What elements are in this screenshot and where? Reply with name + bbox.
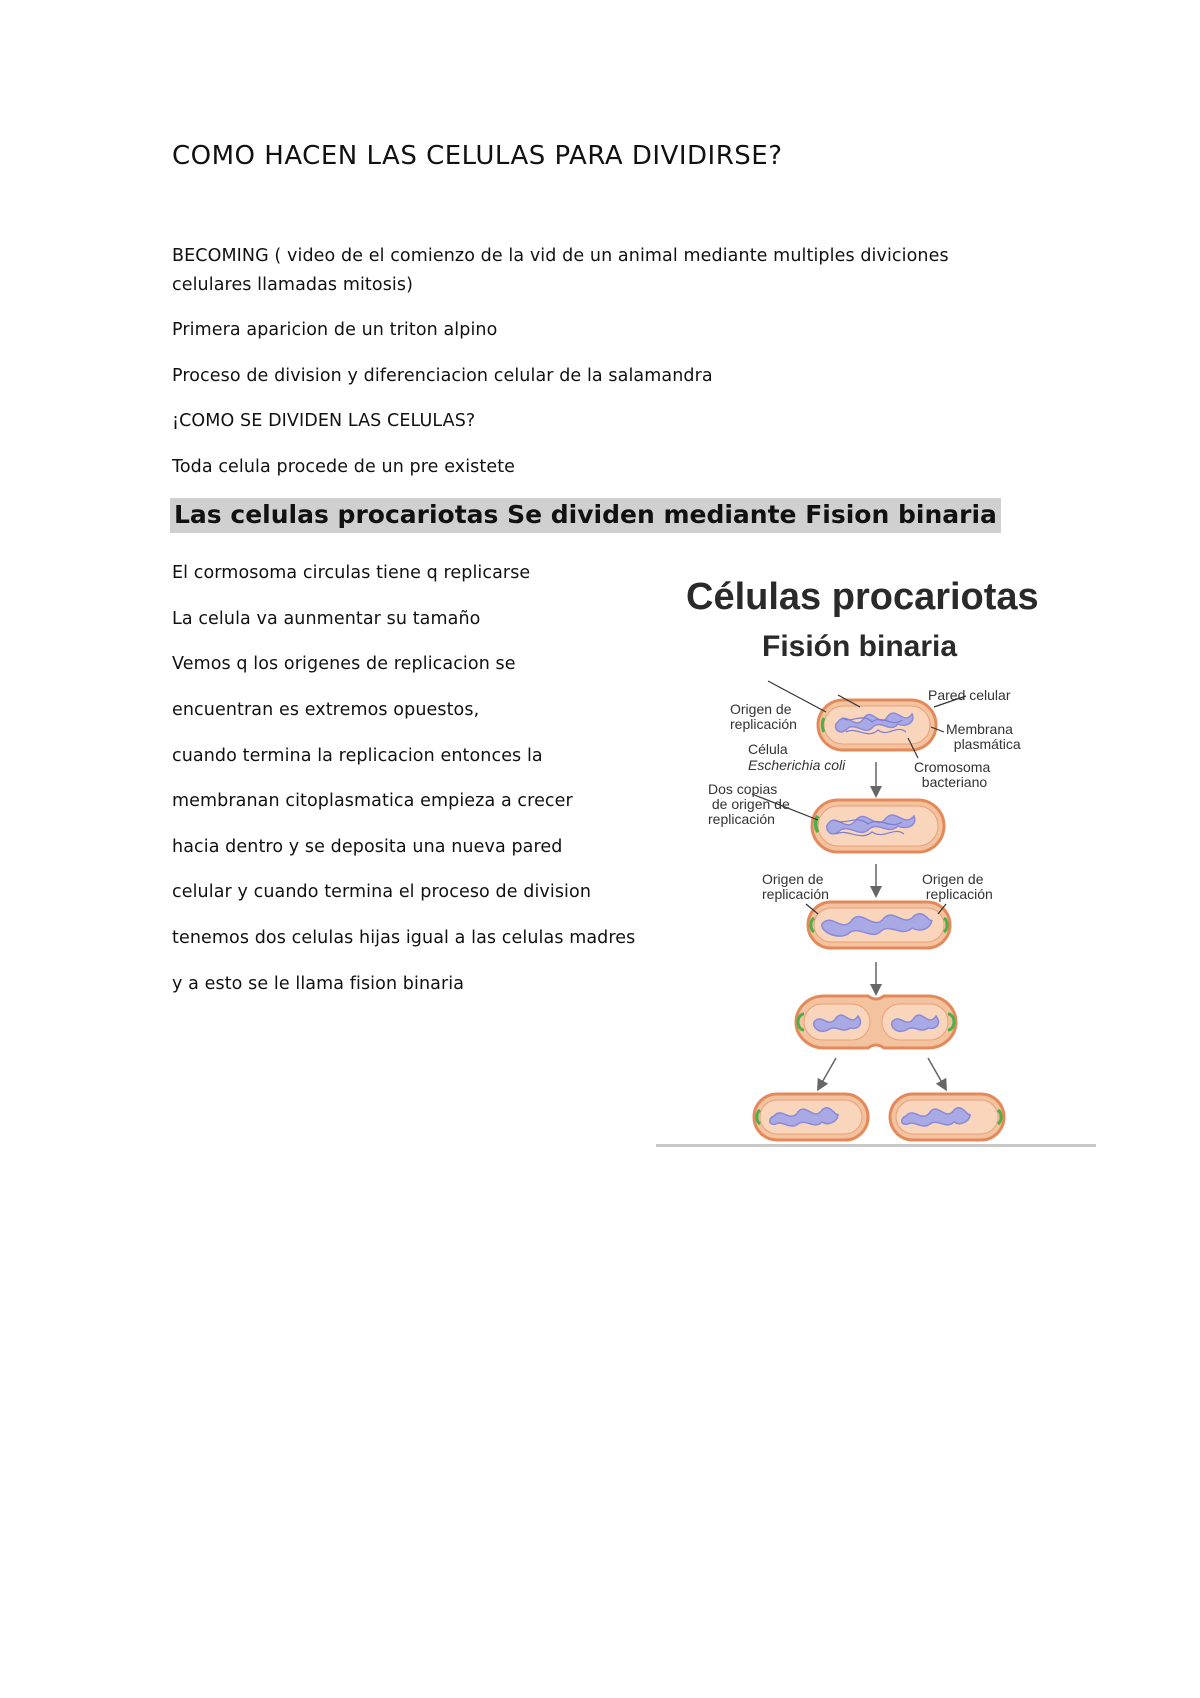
- intro-line-2: celulares llamadas mitosis): [172, 275, 414, 295]
- body-line: cuando termina la replicacion entonces la: [172, 746, 543, 766]
- paragraph: Toda celula procede de un pre existete: [172, 457, 516, 477]
- figure-bottom-rule: [656, 1144, 1096, 1147]
- label-origen-replicacion: Origen de replicación: [730, 701, 797, 732]
- paragraph: Proceso de division y diferenciacion celular de la salamandra: [172, 366, 713, 386]
- label-membrana-plasmatica: Membrana plasmática: [946, 721, 1021, 752]
- daughter-cell-left: [754, 1094, 868, 1140]
- label-origen-right: Origen de replicación: [922, 871, 993, 902]
- label-ecoli: Escherichia coli: [748, 757, 846, 773]
- paragraph: ¡COMO SE DIVIDEN LAS CELULAS?: [172, 411, 476, 431]
- parent-cell: [818, 700, 936, 750]
- section-heading: Las celulas procariotas Se dividen mediante Fision binaria: [170, 498, 1001, 533]
- binary-fission-figure: [656, 562, 1096, 1148]
- body-line: tenemos dos celulas hijas igual a las celulas madres: [172, 928, 636, 948]
- body-line: membranan citoplasmatica empieza a crecer: [172, 791, 573, 811]
- label-pared-celular: Pared celular: [928, 687, 1011, 703]
- body-line: encuentran es extremos opuestos,: [172, 700, 480, 720]
- body-line: El cormosoma circulas tiene q replicarse: [172, 563, 531, 583]
- label-origen-left: Origen de replicación: [762, 871, 829, 902]
- body-line: La celula va aunmentar su tamaño: [172, 609, 481, 629]
- arrow-right-down-icon: [928, 1058, 944, 1086]
- body-line: hacia dentro y se deposita una nueva pared: [172, 837, 563, 857]
- dividing-cell: [796, 996, 956, 1048]
- intro-line-1: BECOMING ( video de el comienzo de la vid de un animal mediante multiples diviciones: [172, 246, 949, 266]
- label-celula: Célula: [748, 741, 788, 757]
- label-cromosoma-bacteriano: Cromosoma bacteriano: [914, 759, 991, 790]
- body-line: Vemos q los origenes de replicacion se: [172, 654, 516, 674]
- body-line: y a esto se le llama fision binaria: [172, 974, 465, 994]
- document-title: COMO HACEN LAS CELULAS PARA DIVIDIRSE?: [172, 141, 783, 171]
- elongated-cell: [808, 902, 950, 948]
- daughter-cell-right: [890, 1094, 1004, 1140]
- paragraph: Primera aparicion de un triton alpino: [172, 320, 498, 340]
- figure-subtitle: Fisión binaria: [762, 630, 958, 663]
- label-dos-copias: Dos copias de origen de replicación: [708, 781, 790, 827]
- replicating-cell: [812, 800, 944, 852]
- body-line: celular y cuando termina el proceso de division: [172, 882, 592, 902]
- figure-title: Células procariotas: [686, 576, 1039, 618]
- arrow-left-down-icon: [820, 1058, 836, 1086]
